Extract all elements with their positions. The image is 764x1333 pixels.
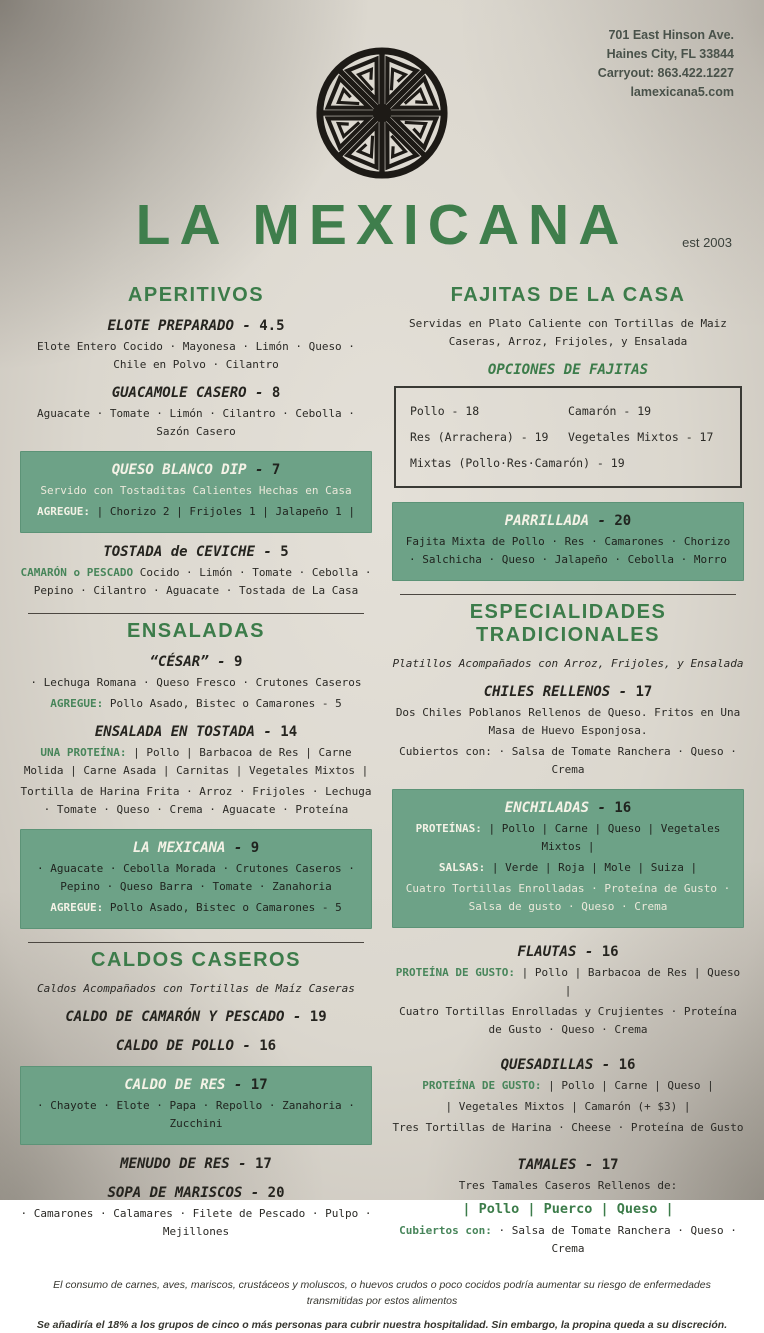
highlight-box-enchiladas xyxy=(392,789,744,928)
protein-options-line: PROTEÍNA DE GUSTO: | Pollo | Barbacoa de Res | Queso | xyxy=(395,966,741,997)
item-tamales: TAMALES - 17 xyxy=(517,1157,619,1173)
item-description: Elote Entero Cocido · Mayonesa · Limón · Queso · Chile en Polvo · Cilantro xyxy=(37,340,355,371)
item-ensalada-en-tostada: ENSALADA EN TOSTADA - 14 xyxy=(94,724,298,740)
section-divider xyxy=(400,594,736,595)
fajita-option: Vegetales Mixtos - 17 xyxy=(568,430,714,444)
item-description: Fajita Mixta de Pollo · Res · Camarones · Chorizo · Salchicha · Queso · Jalapeño · Cebolla · Morro xyxy=(405,535,731,566)
highlight-box-parrillada xyxy=(392,502,744,581)
website-line: lamexicana5.com xyxy=(630,85,734,99)
item-parrillada: PARRILLADA - 20 xyxy=(504,513,632,529)
phone-line: Carryout: 863.422.1227 xyxy=(597,66,734,80)
item-description: Tres Tortillas de Harina · Cheese · Proteína de Gusto xyxy=(392,1121,744,1134)
item-description: Dos Chiles Poblanos Rellenos de Queso. Fritos en Una Masa de Huevo Esponjosa. xyxy=(395,706,741,737)
section-heading-caldos-caseros: CALDOS CASEROS xyxy=(91,949,301,971)
section-subheading: Caldos Acompañados con Tortillas de Maíz Caseras xyxy=(37,982,355,995)
item-sopa-de-mariscos: SOPA DE MARISCOS - 20 xyxy=(107,1185,285,1201)
fajita-option: Res (Arrachera) - 19 xyxy=(410,430,549,444)
section-heading-fajitas: FAJITAS DE LA CASA xyxy=(450,284,686,306)
fajita-option: Mixtas (Pollo·Res·Camarón) - 19 xyxy=(410,456,625,470)
addon-line: AGREGUE: | Chorizo 2 | Frijoles 1 | Jalapeño 1 | xyxy=(37,505,355,518)
aztec-sun-logo-icon xyxy=(312,40,452,186)
item-flautas: FLAUTAS - 16 xyxy=(517,944,619,960)
item-quesadillas: QUESADILLAS - 16 xyxy=(500,1057,636,1073)
highlight-box-caldo-de-res xyxy=(20,1066,372,1145)
fajita-option: Pollo - 18 xyxy=(410,404,480,418)
menu-columns xyxy=(0,258,764,1261)
right-column xyxy=(392,284,744,1261)
address-line: Haines City, FL 33844 xyxy=(606,47,734,61)
restaurant-address-block xyxy=(598,26,734,102)
item-guacamole-casero: GUACAMOLE CASERO - 8 xyxy=(111,385,281,401)
item-cesar: “CÉSAR” - 9 xyxy=(149,654,243,670)
item-la-mexicana-salad: LA MEXICANA - 9 xyxy=(132,840,260,856)
item-queso-blanco-dip: QUESO BLANCO DIP - 7 xyxy=(111,462,281,478)
fajita-option-row xyxy=(410,450,726,476)
item-description: Cuatro Tortillas Enrolladas y Crujientes · Proteína de Gusto · Queso · Crema xyxy=(399,1005,737,1036)
address-line: 701 East Hinson Ave. xyxy=(608,28,734,42)
protein-options-line: | Vegetales Mixtos | Camarón (+ $3) | xyxy=(445,1100,691,1113)
addon-line: AGREGUE: Pollo Asado, Bistec o Camarones - 5 xyxy=(50,697,342,710)
tamales-fillings-line: | Pollo | Puerco | Queso | xyxy=(462,1201,674,1217)
fajita-option-row xyxy=(410,398,726,424)
toppings-line: Cubiertos con: · Salsa de Tomate Ranchera · Queso · Crema xyxy=(399,745,737,776)
item-elote-preparado: ELOTE PREPARADO - 4.5 xyxy=(107,318,285,334)
section-heading-ensaladas: ENSALADAS xyxy=(127,620,265,642)
item-description: · Camarones · Calamares · Filete de Pescado · Pulpo · Mejillones xyxy=(20,1207,372,1238)
salsa-options-line: SALSAS: | Verde | Roja | Mole | Suiza | xyxy=(438,861,698,874)
section-heading-especialidades: ESPECIALIDADES TRADICIONALES xyxy=(469,601,667,646)
item-caldo-camaron-pescado: CALDO DE CAMARÓN Y PESCADO - 19 xyxy=(65,1009,327,1025)
item-description: Servido con Tostaditas Calientes Hechas en Casa xyxy=(40,484,352,497)
left-column xyxy=(20,284,372,1261)
brand-header xyxy=(0,192,764,258)
section-divider xyxy=(28,613,364,614)
section-subheading: Servidas en Plato Caliente con Tortillas de Maiz Caseras, Arroz, Frijoles, y Ensalada xyxy=(409,317,727,348)
highlight-box-queso-blanco-dip xyxy=(20,451,372,533)
opciones-de-fajitas-title: OPCIONES DE FAJITAS xyxy=(487,362,649,378)
highlight-box-la-mexicana xyxy=(20,829,372,929)
fajita-option: Camarón - 19 xyxy=(568,404,652,418)
item-tostada-de-ceviche: TOSTADA de CEVICHE - 5 xyxy=(103,544,289,560)
item-description: · Chayote · Elote · Papa · Repollo · Zanahoria · Zucchini xyxy=(37,1099,355,1130)
fajita-option-row xyxy=(410,424,726,450)
item-description: Aguacate · Tomate · Limón · Cilantro · Cebolla · Sazón Casero xyxy=(37,407,355,438)
item-description: Tortilla de Harina Frita · Arroz · Frijoles · Lechuga · Tomate · Queso · Crema · Aguacate · Proteína xyxy=(20,785,372,816)
item-enchiladas: ENCHILADAS - 16 xyxy=(504,800,632,816)
toppings-line: Cubiertos con: · Salsa de Tomate Ranchera · Queso · Crema xyxy=(399,1224,737,1255)
item-description: Cuatro Tortillas Enrolladas · Proteína de Gusto · Salsa de gusto · Queso · Crema xyxy=(405,882,731,913)
item-caldo-de-res: CALDO DE RES - 17 xyxy=(124,1077,268,1093)
gratuity-notice: Se añadiría el 18% a los grupos de cinco o más personas para cubrir nuestra hospitalidad. Sin embargo, la propina queda a su discreción. xyxy=(36,1319,728,1331)
item-description: CAMARÓN o PESCADO Cocido · Limón · Tomate · Cebolla · Pepino · Cilantro · Aguacate · Tostada de La Casa xyxy=(20,566,372,597)
restaurant-title: LA MEXICANA xyxy=(135,193,629,257)
section-subheading: Platillos Acompañados con Arroz, Frijoles, y Ensalada xyxy=(392,657,744,670)
item-menudo-de-res: MENUDO DE RES - 17 xyxy=(120,1156,272,1172)
section-divider xyxy=(28,942,364,943)
disclaimer-footer xyxy=(0,1261,764,1333)
protein-options-line: PROTEÍNAS: | Pollo | Carne | Queso | Vegetales Mixtos | xyxy=(415,822,721,853)
protein-options-line: UNA PROTEÍNA: | Pollo | Barbacoa de Res | Carne Molida | Carne Asada | Carnitas | Vegetales Mixtos | xyxy=(23,746,369,777)
item-description: · Aguacate · Cebolla Morada · Crutones Caseros · Pepino · Queso Barra · Tomate · Zanahoria xyxy=(37,862,355,893)
item-description: Tres Tamales Caseros Rellenos de: xyxy=(458,1179,678,1192)
protein-options-line: PROTEÍNA DE GUSTO: | Pollo | Carne | Queso | xyxy=(422,1079,714,1092)
consumption-warning: El consumo de carnes, aves, mariscos, crustáceos y moluscos, o huevos crudos o poco cocidos podría aumentar su riesgo de enfermedades transmitidas por estos alimentos xyxy=(53,1279,711,1307)
established-year: est 2003 xyxy=(682,235,732,250)
section-heading-aperitivos: APERITIVOS xyxy=(127,284,265,306)
item-caldo-de-pollo: CALDO DE POLLO - 16 xyxy=(115,1038,277,1054)
item-description: · Lechuga Romana · Queso Fresco · Crutones Caseros xyxy=(30,676,362,689)
item-chiles-rellenos: CHILES RELLENOS - 17 xyxy=(483,684,653,700)
addon-line: AGREGUE: Pollo Asado, Bistec o Camarones - 5 xyxy=(50,901,342,914)
fajita-options-box xyxy=(394,386,742,488)
